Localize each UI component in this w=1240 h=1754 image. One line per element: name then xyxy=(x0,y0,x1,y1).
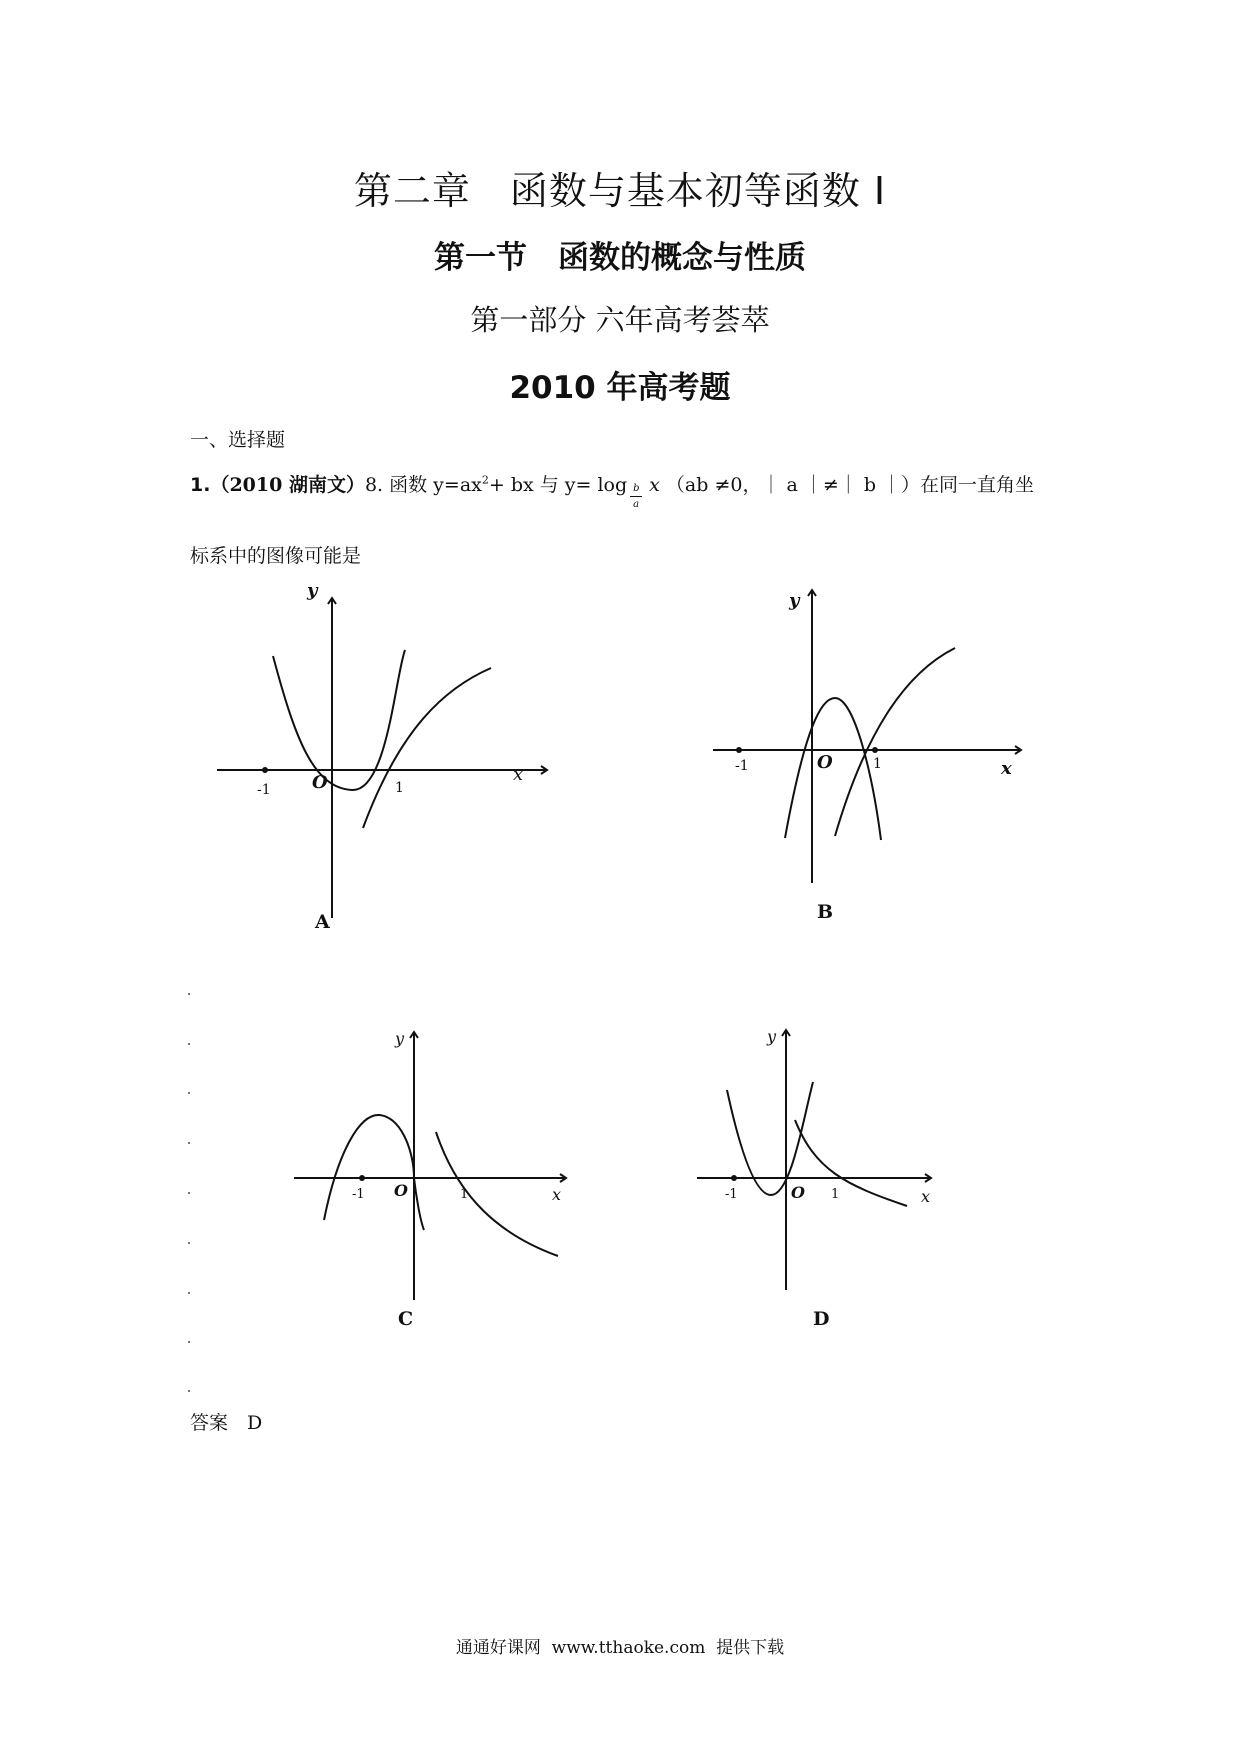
graph-c-x-label: x xyxy=(552,1185,562,1204)
stem-superscript: 2 xyxy=(481,473,489,487)
graph-b-label: B xyxy=(817,901,834,923)
stem-part-b: + bx 与 y= log xyxy=(488,474,628,496)
graph-c xyxy=(290,1020,590,1340)
margin-dot xyxy=(188,1390,190,1392)
question-stem xyxy=(190,470,1035,510)
stem-condition: （ab ≠0，｜ a ｜≠｜ b ｜）在同一直角坐 xyxy=(665,474,1035,496)
margin-dot xyxy=(188,1292,190,1294)
question-continuation: 标系中的图像可能是 xyxy=(190,545,362,567)
section-heading: 一、选择题 xyxy=(190,429,286,451)
log-base-numerator: b xyxy=(633,483,640,494)
graph-c-label: C xyxy=(398,1308,414,1330)
graph-b-y-label: y xyxy=(789,590,800,611)
section-title: 第一节 函数的概念与性质 xyxy=(434,240,806,276)
graph-c-tick-neg: -1 xyxy=(352,1187,365,1202)
question-source: （2010 湖南文） xyxy=(210,474,365,496)
graph-c-origin: O xyxy=(394,1181,408,1200)
question-number: 1. xyxy=(190,474,211,496)
margin-dot xyxy=(188,1043,190,1045)
graph-d-tick-neg: -1 xyxy=(725,1187,738,1202)
graph-a-x-label: x xyxy=(513,764,524,785)
margin-dot xyxy=(188,1242,190,1244)
graph-d xyxy=(695,1020,955,1340)
graph-d-origin: O xyxy=(791,1183,805,1202)
graph-d-y-label: y xyxy=(767,1027,777,1046)
graph-d-x-label: x xyxy=(921,1187,931,1206)
graph-a-origin: O xyxy=(312,772,328,793)
graph-c-y-label: y xyxy=(395,1029,405,1048)
graph-d-label: D xyxy=(813,1308,830,1330)
graph-a xyxy=(205,578,565,938)
log-base-fraction xyxy=(627,483,649,510)
graph-b-tick-pos: 1 xyxy=(873,756,882,772)
graph-a-y-label: y xyxy=(307,580,318,601)
graph-b-x-label: x xyxy=(1001,758,1012,779)
year-title: 2010 年高考题 xyxy=(509,370,731,406)
graph-c-tick-pos: 1 xyxy=(460,1187,469,1202)
margin-dot xyxy=(188,1341,190,1343)
chapter-title: 第二章 函数与基本初等函数 I xyxy=(353,169,887,213)
margin-dot xyxy=(188,1092,190,1094)
graph-d-tick-pos: 1 xyxy=(831,1187,840,1202)
log-base-denominator: a xyxy=(633,499,640,510)
answer: 答案 D xyxy=(190,1412,263,1434)
log-variable: x xyxy=(649,474,660,496)
margin-dot xyxy=(188,1142,190,1144)
graph-b-origin: O xyxy=(817,752,833,773)
graph-b xyxy=(705,578,1035,938)
graph-a-tick-pos: 1 xyxy=(395,780,404,796)
margin-dot xyxy=(188,1192,190,1194)
graph-b-tick-neg: -1 xyxy=(735,758,749,774)
margin-dot xyxy=(188,993,190,995)
graph-a-label: A xyxy=(315,911,330,933)
footer: 通通好课网 www.tthaoke.com 提供下载 xyxy=(455,1638,785,1658)
part-title: 第一部分 六年高考荟萃 xyxy=(470,303,770,337)
graph-a-tick-neg: -1 xyxy=(257,782,271,798)
stem-part-a: 8. 函数 y=ax xyxy=(364,474,482,496)
